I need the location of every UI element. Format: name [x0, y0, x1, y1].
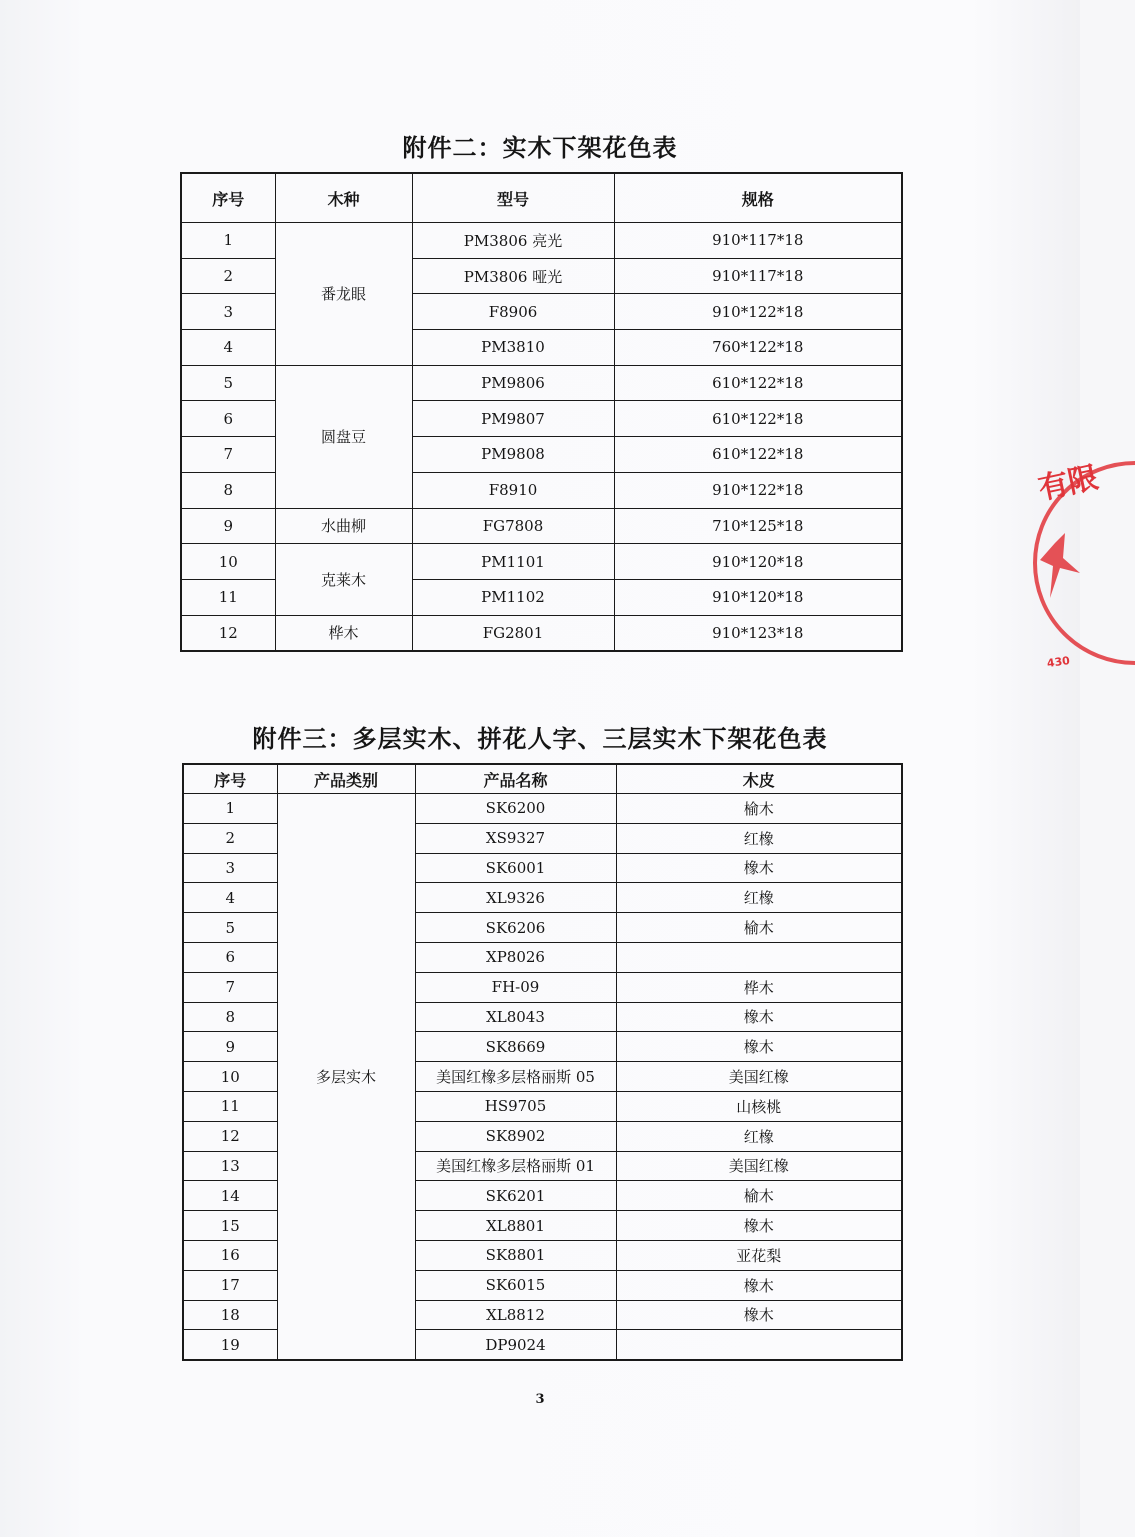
header-spec: 规格 [614, 173, 902, 223]
species-cell: 克莱木 [275, 544, 412, 615]
row-no: 11 [181, 579, 275, 615]
veneer-cell: 红橡 [616, 823, 902, 853]
veneer-cell: 美国红橡 [616, 1151, 902, 1181]
veneer-cell [616, 1330, 902, 1360]
spec-cell: 610*122*18 [614, 437, 902, 473]
product-name-cell: HS9705 [415, 1091, 616, 1121]
header-category: 产品类别 [277, 764, 415, 794]
model-cell: F8910 [412, 472, 614, 508]
row-no: 4 [181, 330, 275, 366]
spec-cell: 910*120*18 [614, 544, 902, 580]
product-name-cell: SK6206 [415, 913, 616, 943]
page-number: 3 [535, 1392, 545, 1407]
row-no: 2 [181, 258, 275, 294]
header-product-name: 产品名称 [415, 764, 616, 794]
row-no: 17 [183, 1270, 277, 1300]
veneer-cell: 橡木 [616, 853, 902, 883]
product-name-cell: 美国红橡多层格丽斯 01 [415, 1151, 616, 1181]
table-row [181, 223, 902, 259]
species-cell: 水曲柳 [275, 508, 412, 544]
header-model: 型号 [412, 173, 614, 223]
table-row [183, 794, 902, 824]
spec-cell: 910*123*18 [614, 615, 902, 651]
table-row [181, 544, 902, 580]
product-name-cell: XL9326 [415, 883, 616, 913]
veneer-cell [616, 942, 902, 972]
spec-cell: 760*122*18 [614, 330, 902, 366]
veneer-cell: 榆木 [616, 1181, 902, 1211]
model-cell: PM9806 [412, 365, 614, 401]
model-cell: PM1101 [412, 544, 614, 580]
section2-title: 附件二：实木下架花色表 [402, 134, 678, 162]
row-no: 14 [183, 1181, 277, 1211]
veneer-cell: 橡木 [616, 1032, 902, 1062]
model-cell: PM9808 [412, 437, 614, 473]
product-name-cell: XL8043 [415, 1002, 616, 1032]
table-row [181, 365, 902, 401]
red-seal-stamp [1025, 448, 1135, 688]
row-no: 18 [183, 1300, 277, 1330]
model-cell: PM1102 [412, 579, 614, 615]
row-no: 16 [183, 1240, 277, 1270]
model-cell: F8906 [412, 294, 614, 330]
product-name-cell: DP9024 [415, 1330, 616, 1360]
product-name-cell: XS9327 [415, 823, 616, 853]
row-no: 5 [183, 913, 277, 943]
header-no: 序号 [181, 173, 275, 223]
row-no: 1 [181, 223, 275, 259]
row-no: 8 [183, 1002, 277, 1032]
product-name-cell: SK6015 [415, 1270, 616, 1300]
multilayer-table-body [183, 794, 902, 1361]
row-no: 3 [183, 853, 277, 883]
veneer-cell: 榆木 [616, 794, 902, 824]
row-no: 12 [181, 615, 275, 651]
section3-title: 附件三：多层实木、拼花人字、三层实木下架花色表 [252, 725, 828, 753]
row-no: 8 [181, 472, 275, 508]
species-cell: 圆盘豆 [275, 365, 412, 508]
species-cell: 桦木 [275, 615, 412, 651]
row-no: 10 [181, 544, 275, 580]
row-no: 1 [183, 794, 277, 824]
product-name-cell: XL8801 [415, 1211, 616, 1241]
table-row [181, 508, 902, 544]
row-no: 19 [183, 1330, 277, 1360]
model-cell: PM3806 亮光 [412, 223, 614, 259]
row-no: 2 [183, 823, 277, 853]
species-cell: 番龙眼 [275, 223, 412, 366]
table-header-row [181, 173, 902, 223]
row-no: 13 [183, 1151, 277, 1181]
spec-cell: 610*122*18 [614, 365, 902, 401]
product-name-cell: SK6001 [415, 853, 616, 883]
model-cell: PM3806 哑光 [412, 258, 614, 294]
table-row [181, 615, 902, 651]
table-header-row [183, 764, 902, 794]
row-no: 4 [183, 883, 277, 913]
row-no: 9 [181, 508, 275, 544]
header-no: 序号 [183, 764, 277, 794]
model-cell: PM3810 [412, 330, 614, 366]
model-cell: FG7808 [412, 508, 614, 544]
row-no: 10 [183, 1062, 277, 1092]
product-name-cell: SK8801 [415, 1240, 616, 1270]
veneer-cell: 橡木 [616, 1211, 902, 1241]
row-no: 15 [183, 1211, 277, 1241]
spec-cell: 910*117*18 [614, 258, 902, 294]
product-name-cell: FH-09 [415, 972, 616, 1002]
spec-cell: 610*122*18 [614, 401, 902, 437]
product-name-cell: 美国红橡多层格丽斯 05 [415, 1062, 616, 1092]
veneer-cell: 榆木 [616, 913, 902, 943]
model-cell: PM9807 [412, 401, 614, 437]
row-no: 5 [181, 365, 275, 401]
veneer-cell: 红橡 [616, 1121, 902, 1151]
spec-cell: 710*125*18 [614, 508, 902, 544]
veneer-cell: 亚花梨 [616, 1240, 902, 1270]
header-species: 木种 [275, 173, 412, 223]
veneer-cell: 橡木 [616, 1300, 902, 1330]
model-cell: FG2801 [412, 615, 614, 651]
multilayer-wood-table [182, 763, 903, 1361]
row-no: 6 [183, 942, 277, 972]
row-no: 12 [183, 1121, 277, 1151]
product-name-cell: SK8902 [415, 1121, 616, 1151]
solid-wood-table [180, 172, 903, 652]
row-no: 7 [181, 437, 275, 473]
spec-cell: 910*120*18 [614, 579, 902, 615]
veneer-cell: 橡木 [616, 1270, 902, 1300]
veneer-cell: 桦木 [616, 972, 902, 1002]
spec-cell: 910*122*18 [614, 294, 902, 330]
row-no: 7 [183, 972, 277, 1002]
row-no: 11 [183, 1091, 277, 1121]
row-no: 6 [181, 401, 275, 437]
svg-text:有限: 有限 [1035, 460, 1102, 507]
product-name-cell: SK8669 [415, 1032, 616, 1062]
row-no: 9 [183, 1032, 277, 1062]
product-name-cell: SK6200 [415, 794, 616, 824]
spec-cell: 910*117*18 [614, 223, 902, 259]
spec-cell: 910*122*18 [614, 472, 902, 508]
veneer-cell: 美国红橡 [616, 1062, 902, 1092]
product-name-cell: SK6201 [415, 1181, 616, 1211]
veneer-cell: 红橡 [616, 883, 902, 913]
category-cell: 多层实木 [277, 794, 415, 1361]
row-no: 3 [181, 294, 275, 330]
product-name-cell: XP8026 [415, 942, 616, 972]
svg-text:430: 430 [1046, 653, 1071, 671]
veneer-cell: 山核桃 [616, 1091, 902, 1121]
product-name-cell: XL8812 [415, 1300, 616, 1330]
veneer-cell: 橡木 [616, 1002, 902, 1032]
header-veneer: 木皮 [616, 764, 902, 794]
